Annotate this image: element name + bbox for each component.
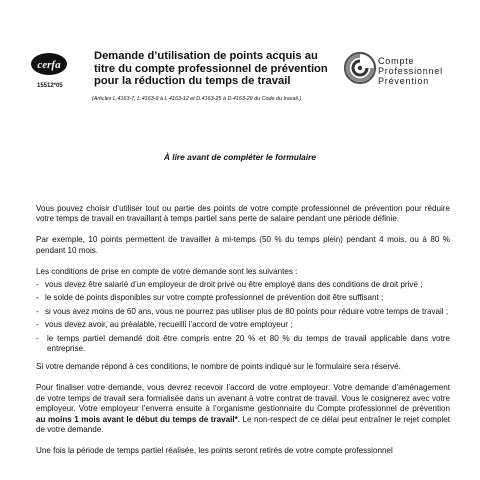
instructions-body [36,204,450,467]
cerfa-logo-text: cerfa [37,59,61,71]
condition-item: - si vous avez moins de 60 ans, vous ne pourrez pas utiliser plus de 80 points pour réduire votre temps de travail ; [36,307,450,317]
condition-item: - vous devez être salarié d’un employeur de droit privé ou être employé dans des conditions de droit privé ; [36,280,450,290]
page-title [94,50,344,88]
condition-item: - vous devez avoir, au préalable, recueilli l’accord de votre employeur ; [36,320,450,330]
condition-item: - le solde de points disponibles sur votre compte professionnel de prévention doit être suffisant ; [36,293,450,303]
title-line: Demande d’utilisation de points acquis au [94,50,318,62]
title-line: titre du compte professionnel de prévention [94,62,328,75]
paragraph-finalize [36,383,450,435]
org-logo-line: Compte [378,56,415,66]
legal-articles: (Articles L.4163-7, L.4163-9 à L.4163-12 et D.4163-25 à D.4163-29 du Code du travail.) [92,96,302,102]
org-logo-line: Professionnel [378,66,443,76]
cerfa-logo [30,52,68,76]
org-logo-text [378,56,443,86]
form-number: 15512*05 [37,83,63,89]
paragraph-intro: Vous pouvez choisir d’utiliser tout ou partie des points de votre compte professionnel de prévention pour réduire votre temps de travail en travaillant à temps partiel sans perte de salaire pendant une période définie. [36,204,450,224]
finalize-text-end: . Le non-respect de ce délai peut entraîner le rejet complet de votre demande. [36,414,450,434]
paragraph-after-period: Une fois la période de temps partiel réalisée, les points seront retirés de votre compte professionnel [36,445,393,455]
org-logo-line: Prévention [378,76,430,86]
finalize-text-start: Pour finaliser votre demande, vous devrez recevoir l’accord de votre employeur. Votre demande d’aménagement de votre temps de travail sera formalisée dans un avenant à votre contrat de travail. Vous le cosignerez avec votre employeur. Votre employeur l’enverra ensuite à l’organisme gestionnaire du Compte professionnel de prévention [36,383,450,414]
finalize-deadline: au moins 1 mois avant le début du temps de travail* [36,414,238,424]
title-line: pour la réduction du temps de travail [94,75,291,87]
paragraph-reservation: Si votre demande répond à ces conditions, le nombre de points indiqué sur le formulaire sera réservé. [36,362,401,372]
paragraph-example: Par exemple, 10 points permettent de travailler à mi-temps (50 % du temps plein) pendant 4 mois, ou à 80 % pendant 10 mois. [36,235,450,255]
conditions-list [36,280,450,354]
condition-item: - le temps partiel demandé doit être compris entre 20 % et 80 % du temps de travail applicable dans votre entreprise. [36,334,450,355]
conditions-intro: Les conditions de prise en compte de votre demande sont les suivantes : [36,266,298,276]
compte-professionnel-prevention-logo [343,51,377,85]
instructions-heading: À lire avant de compléter le formulaire [163,152,317,162]
